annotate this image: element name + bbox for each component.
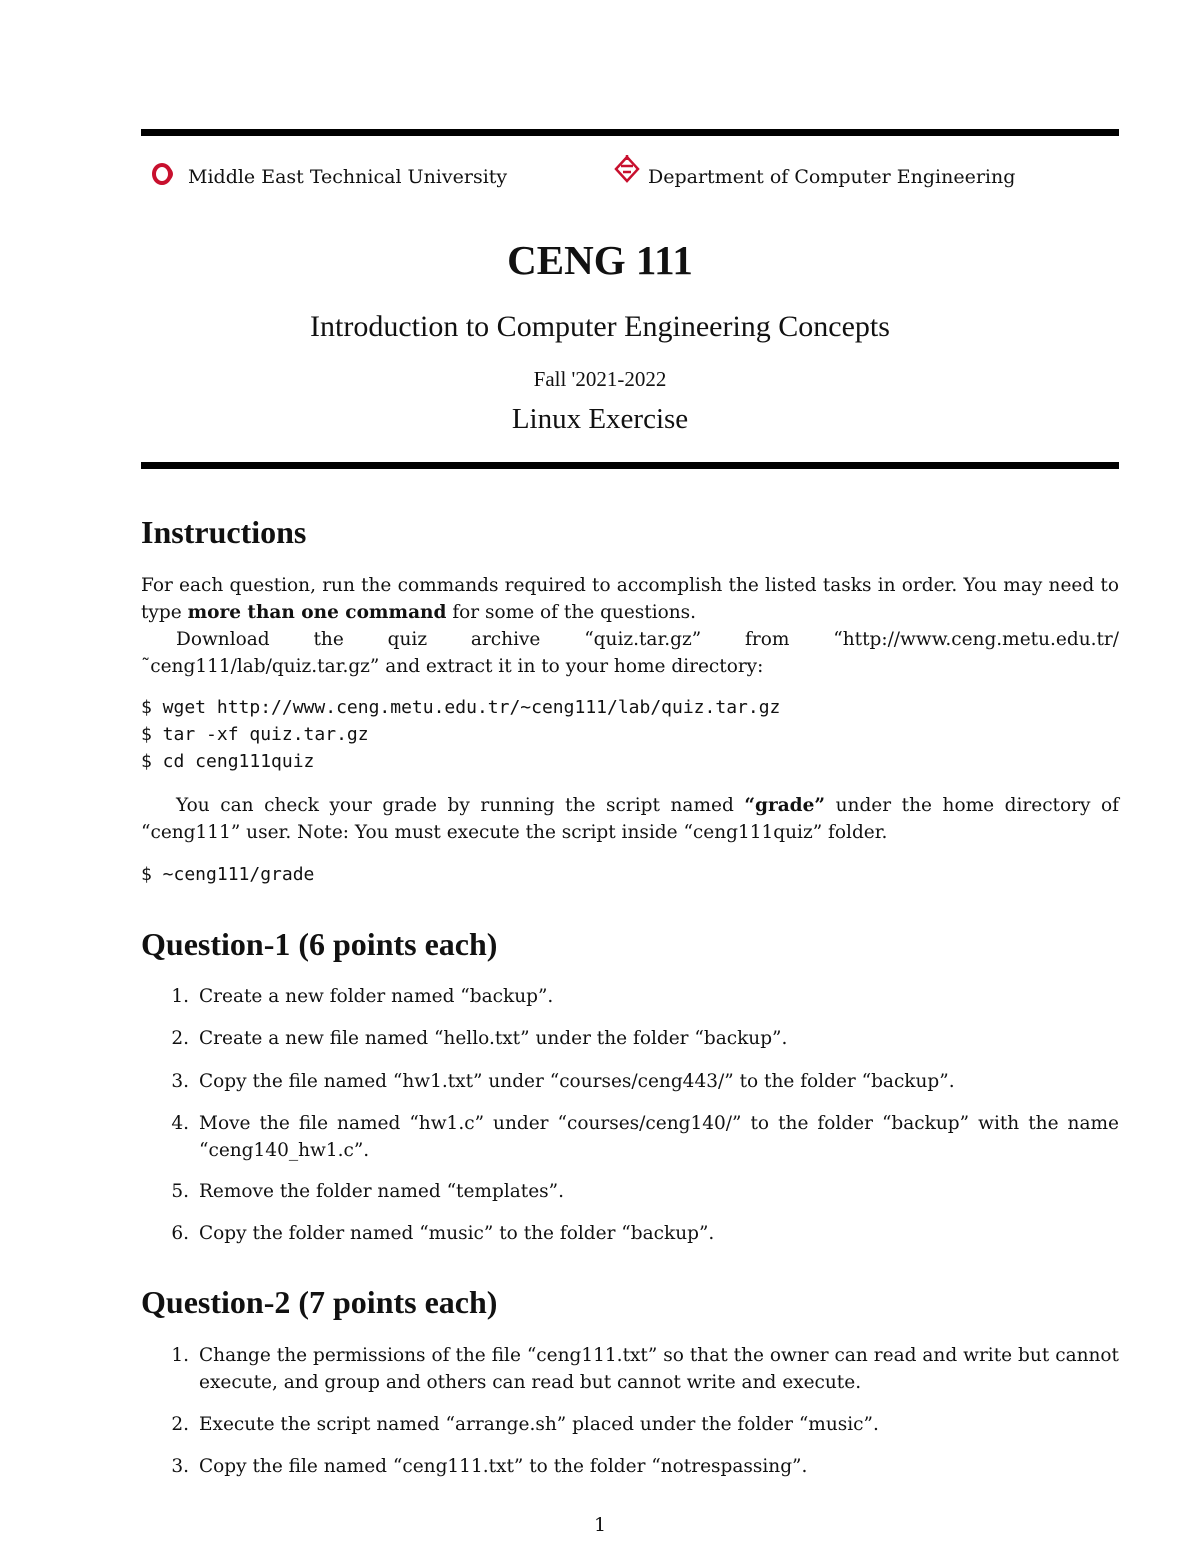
- instructions-text: For each question, run the commands required to accomplish the listed tasks in order. You may need to type: [141, 575, 1119, 623]
- grade-command: $ ~ceng111/grade: [141, 864, 315, 885]
- department-name: Department of Computer Engineering: [648, 166, 1016, 188]
- list-item: [141, 1110, 1119, 1164]
- instructions-paragraph-2: Download the quiz archive “quiz.tar.gz” from “http://www.ceng.metu.edu.tr/˜ceng111/lab/quiz.tar.gz” and extract it in to your home directory:: [141, 629, 1119, 677]
- list-item-text: Copy the file named “ceng111.txt” to the folder “notrespassing”.: [199, 1456, 808, 1477]
- course-title: Introduction to Computer Engineering Concepts: [310, 310, 890, 343]
- instructions-paragraph-3: [141, 792, 1119, 846]
- list-item-text: Move the file named “hw1.c” under “courses/ceng140/” to the folder “backup” with the name “ceng140_hw1.c”.: [199, 1113, 1119, 1161]
- list-item: [141, 1068, 1119, 1095]
- list-item-number: 6.: [171, 1223, 189, 1244]
- instructions-text: under the home directory of “ceng111” user. Note: You must execute the script inside “ceng111quiz” folder.: [141, 795, 1119, 843]
- instructions-heading: Instructions: [141, 514, 307, 550]
- list-item-number: 2.: [171, 1028, 189, 1049]
- list-item-number: 1.: [171, 1345, 189, 1366]
- list-item-number: 1.: [171, 986, 189, 1007]
- list-item: [141, 1342, 1119, 1396]
- list-item-text: Change the permissions of the file “ceng111.txt” so that the owner can read and write but cannot execute, and group and others can read but cannot write and execute.: [199, 1345, 1119, 1393]
- list-item: [141, 1178, 1119, 1205]
- question-1-heading: Question-1 (6 points each): [141, 926, 498, 962]
- question-2-heading: Question-2 (7 points each): [141, 1284, 498, 1320]
- grade-script-name: “grade”: [744, 795, 826, 816]
- header-bottom-rule: [141, 462, 1119, 469]
- list-item: [141, 983, 1119, 1010]
- top-rule: [141, 129, 1119, 136]
- command-line: $ wget http://www.ceng.metu.edu.tr/~ceng111/lab/quiz.tar.gz: [141, 697, 781, 718]
- course-code: CENG 111: [507, 237, 693, 283]
- list-item-number: 3.: [171, 1456, 189, 1477]
- document-title: Linux Exercise: [511, 403, 689, 435]
- command-line: $ cd ceng111quiz: [141, 751, 315, 772]
- list-item: [141, 1025, 1119, 1052]
- list-item-text: Copy the folder named “music” to the folder “backup”.: [199, 1223, 715, 1244]
- list-item-text: Execute the script named “arrange.sh” placed under the folder “music”.: [199, 1414, 879, 1435]
- list-item-text: Remove the folder named “templates”.: [199, 1181, 564, 1202]
- list-item-text: Copy the file named “hw1.txt” under “courses/ceng443/” to the folder “backup”.: [199, 1071, 955, 1092]
- list-item-text: Create a new file named “hello.txt” under the folder “backup”.: [199, 1028, 788, 1049]
- instructions-text: You can check your grade by running the script named: [176, 795, 745, 816]
- list-item-number: 3.: [171, 1071, 189, 1092]
- ceng-logo-icon: [613, 154, 641, 186]
- list-item: [141, 1220, 1119, 1247]
- list-item: [141, 1453, 1119, 1480]
- university-name: Middle East Technical University: [188, 166, 508, 188]
- instructions-paragraph-1: [141, 572, 1119, 626]
- list-item-number: 2.: [171, 1414, 189, 1435]
- list-item-number: 4.: [171, 1113, 189, 1134]
- list-item-number: 5.: [171, 1181, 189, 1202]
- instructions-emphasis: more than one command: [187, 602, 447, 623]
- list-item: [141, 1411, 1119, 1438]
- list-item-text: Create a new folder named “backup”.: [199, 986, 554, 1007]
- metu-logo-icon: [152, 163, 182, 185]
- page-number: 1: [593, 1514, 607, 1536]
- instructions-text: for some of the questions.: [446, 602, 697, 623]
- term: Fall '2021-2022: [533, 367, 667, 391]
- command-line: $ tar -xf quiz.tar.gz: [141, 724, 369, 745]
